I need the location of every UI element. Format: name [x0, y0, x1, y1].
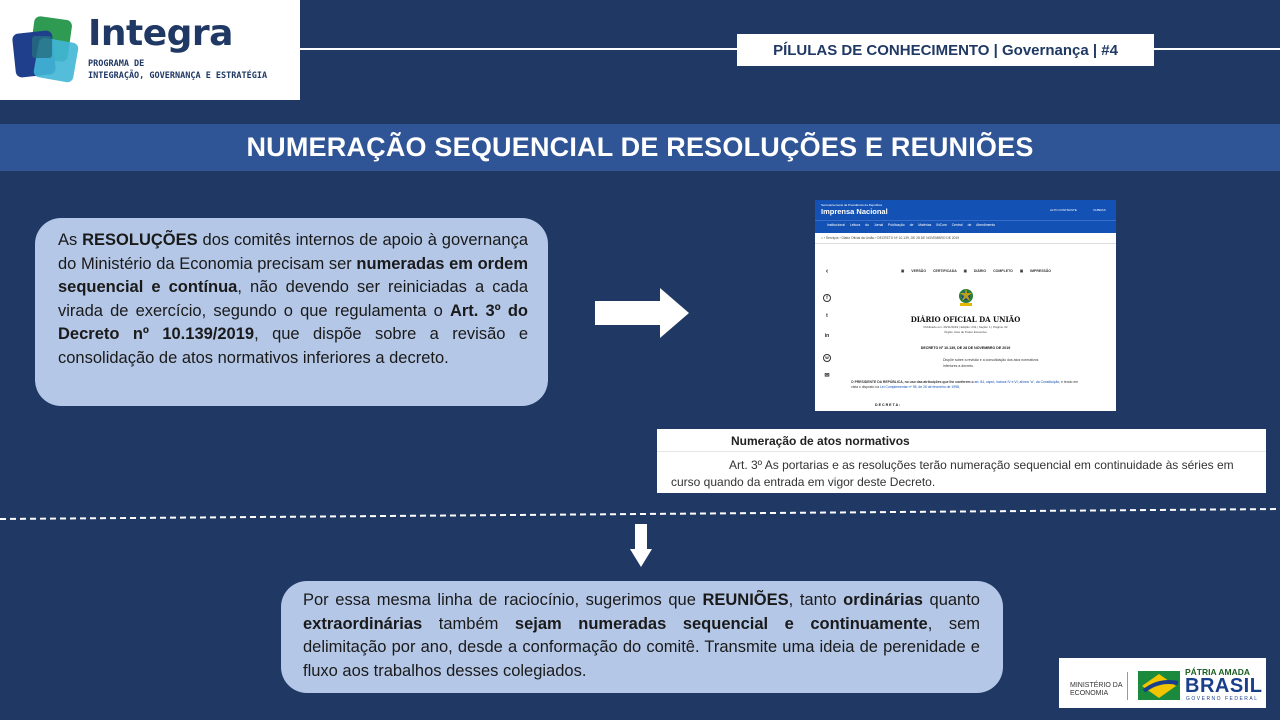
- box1-run: dos comitês internos de apoio à governança do Ministério da Economia precisam ser: [58, 231, 528, 273]
- dou-screenshot: [815, 200, 1116, 411]
- box2-run: extraordinárias: [303, 614, 423, 633]
- dou-ementa: Dispõe sobre a revisão e a consolidação dos atos normativos inferiores a decreto.: [943, 358, 1039, 368]
- logo-subtitle-line1: PROGRAMA DE: [88, 59, 145, 69]
- series-label: PÍLULAS DE CONHECIMENTO | Governança | #4: [737, 34, 1154, 66]
- logo-subtitle-line2: INTEGRAÇÃO, GOVERNANÇA E ESTRATÉGIA: [88, 71, 268, 81]
- facebook-icon: f: [823, 294, 831, 302]
- arrow-right-icon: [594, 287, 690, 339]
- decree-excerpt: [657, 429, 1266, 493]
- integra-logo-icon: [12, 16, 84, 84]
- box2-run: quanto: [922, 591, 980, 609]
- dou-contrast: ALTO CONTRASTE: [1050, 208, 1077, 212]
- box1-run: RESOLUÇÕES: [82, 231, 198, 249]
- box1-run: numeradas em ordem sequencial e contínua: [58, 254, 529, 296]
- box1-run: , não devendo ser reiniciadas a cada virada de exercício, segundo o que regulamenta o: [58, 278, 528, 320]
- dou-menu-items: Institucional Leitura do Jornal Publicação de Matérias INCom Central de Atendimento: [827, 223, 996, 227]
- twitter-icon: t: [826, 313, 828, 319]
- box1-text: [58, 231, 528, 367]
- ministry-line2: ECONOMIA: [1070, 690, 1109, 697]
- box1-run: Art. 3º do Decreto nº 10.139/2019: [58, 301, 528, 343]
- dou-toolbar: ▣ VERSÃO CERTIFICADA ▣ DIÁRIO COMPLETO ▣ IMPRESSÃO: [901, 269, 1052, 273]
- box2-run: , sem delimitação por ano, desde a conformação do comitê. Transmite uma ideia de perenidade e fluxo aos trabalhos desses colegiados.: [303, 614, 980, 680]
- dou-preamble-a: O PRESIDENTE DA REPÚBLICA, no uso das atribuições que lhe conferem o: [851, 380, 975, 384]
- dou-vlibras: VLIBRAS: [1093, 208, 1106, 212]
- dou-decreta: DECRETA:: [875, 403, 902, 407]
- logo-subtitle: [88, 58, 267, 82]
- ministry-label: [1070, 682, 1123, 698]
- box2-run: ordinárias: [843, 591, 923, 609]
- excerpt-heading: Numeração de atos normativos: [731, 434, 910, 448]
- coat-of-arms-icon: [957, 287, 975, 307]
- excerpt-body: Art. 3º As portarias e as resoluções terão numeração sequencial em continuidade às séries em curso quando da entrada em vigor deste Decreto.: [671, 458, 1234, 489]
- linkedin-icon: in: [824, 333, 830, 339]
- box2-run: sejam numeradas sequencial e continuamente: [514, 614, 928, 633]
- email-icon: ✉: [824, 373, 830, 379]
- gov-logo-separator: [1127, 672, 1128, 700]
- box2-run: Por essa mesma linha de raciocínio, sugerimos que: [303, 591, 703, 609]
- resolutions-text-box: [35, 218, 548, 406]
- dou-preamble-c: ,: [958, 385, 960, 390]
- dou-top-small: Secretaria-Geral da Presidência da República: [821, 203, 883, 207]
- box2-run: REUNIÕES: [702, 591, 789, 609]
- dou-link-lc95: Lei Complementar nº 95, de 26 de fevereiro de 1998: [880, 385, 959, 390]
- excerpt-divider: [657, 451, 1266, 452]
- arrow-down-icon: [629, 523, 653, 568]
- meetings-text-box: [281, 581, 1003, 693]
- dou-breadcrumb: ⌂ › Serviços › Diário Oficial da União › DECRETO Nº 10.139, DE 28 DE NOVEMBRO DE 2019: [821, 236, 960, 240]
- dou-preamble: [851, 380, 1081, 390]
- dou-brand: Imprensa Nacional: [821, 207, 888, 216]
- box2-run: , tanto: [788, 591, 844, 609]
- dou-organ: Órgão: Atos do Poder Executivo: [944, 330, 987, 334]
- box1-run: , que dispõe sobre a revisão e consolidação de atos normativos inferiores a decreto.: [58, 325, 528, 367]
- whatsapp-icon: w: [823, 354, 831, 362]
- ministry-line1: MINISTÉRIO DA: [1070, 682, 1123, 689]
- governo-federal: GOVERNO FEDERAL: [1186, 696, 1259, 702]
- page-title: NUMERAÇÃO SEQUENCIAL DE RESOLUÇÕES E REUNIÕES: [246, 132, 1034, 162]
- back-icon: ‹: [825, 268, 829, 275]
- dashed-divider: [0, 505, 1280, 525]
- brazil-flag-icon: [1138, 671, 1180, 700]
- box2-text: [303, 591, 980, 680]
- logo-name: Integra: [88, 13, 233, 54]
- dou-preamble-b: , e tendo em vista o disposto na: [851, 380, 1079, 390]
- box2-run: também: [422, 614, 515, 633]
- dou-title: DIÁRIO OFICIAL DA UNIÃO: [910, 315, 1021, 324]
- title-band: [0, 124, 1280, 171]
- patria-amada: PÁTRIA AMADA: [1185, 667, 1251, 677]
- dou-pub-info: Publicado em: 29/11/2019 | Edição: 231 | Seção: 1 | Página: 32: [923, 325, 1008, 329]
- gov-logo: [1059, 658, 1266, 708]
- dou-link-constitution: art. 84, caput, incisos IV e VI, alínea "a", da Constituição: [974, 380, 1060, 384]
- dou-decree-title: DECRETO Nº 10.139, DE 28 DE NOVEMBRO DE 2019: [920, 346, 1011, 350]
- dou-breadcrumb-divider: [815, 243, 1116, 244]
- integra-logo: [0, 0, 300, 100]
- box1-run: As: [58, 231, 83, 249]
- brasil-label: BRASIL: [1185, 675, 1263, 697]
